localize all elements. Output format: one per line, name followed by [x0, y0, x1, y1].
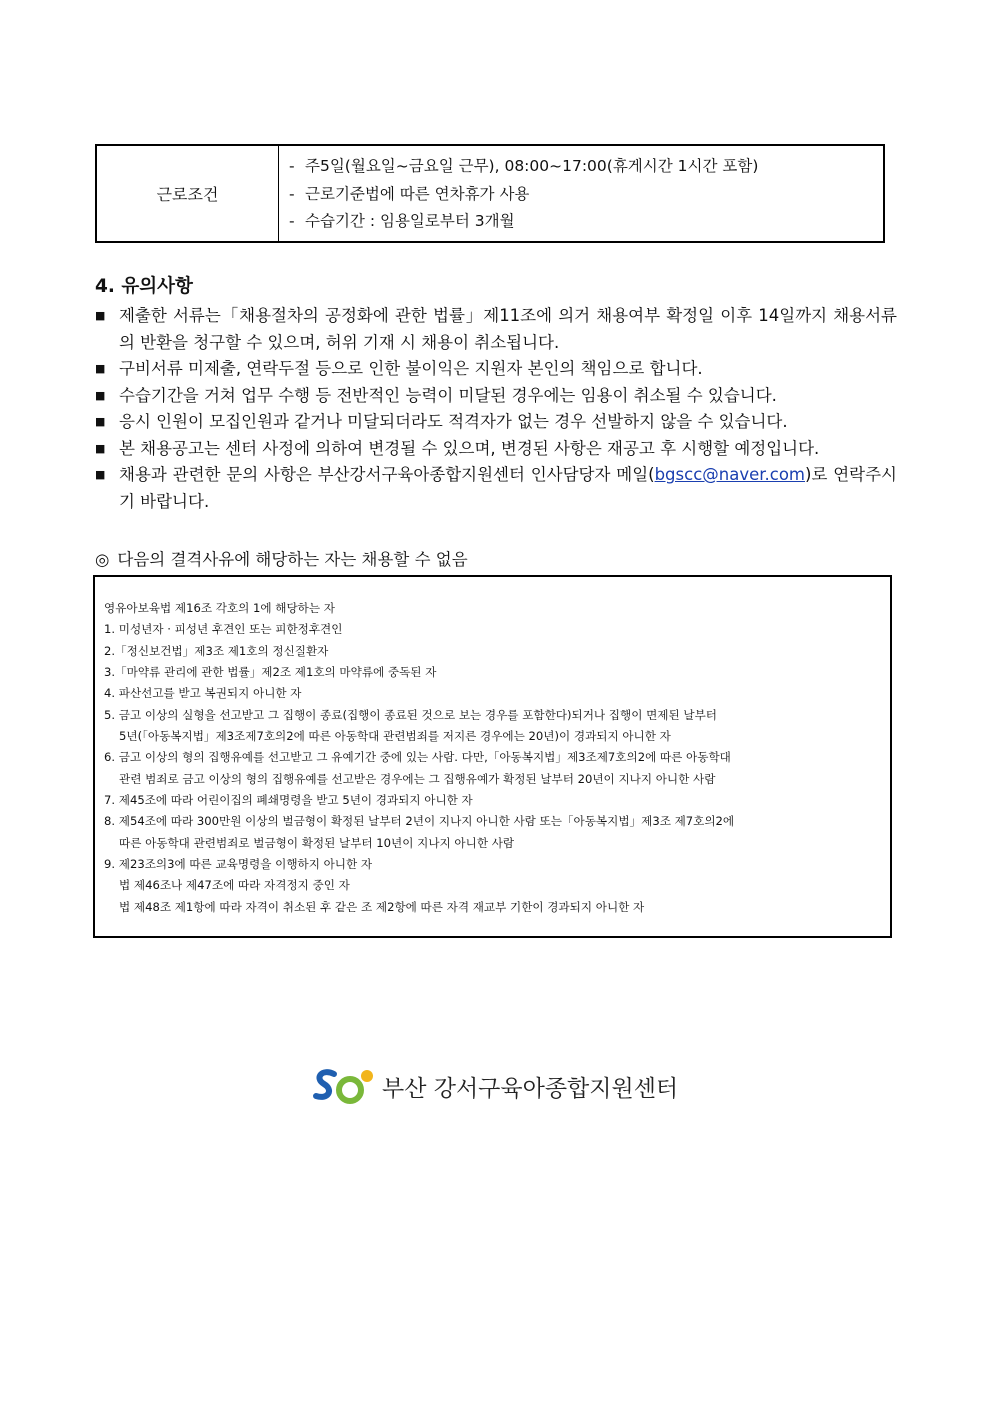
- disqualification-line: 9. 제23조의3에 따른 교육명령을 이행하지 아니한 자: [104, 857, 373, 872]
- work-conditions-list: [279, 146, 883, 241]
- disqualification-line: 4. 파산선고를 받고 복권되지 아니한 자: [104, 686, 302, 701]
- center-logo-icon: [312, 1066, 376, 1106]
- disqualification-line: 3.「마약류 관리에 관한 법률」제2조 제1호의 마약류에 중독된 자: [104, 665, 437, 680]
- disqualification-line: 6. 금고 이상의 형의 집행유예를 선고받고 그 유예기간 중에 있는 사람. 다만,「아동복지법」제3조제7호의2에 따른 아동학대: [104, 750, 731, 765]
- disqualification-box: [93, 575, 892, 938]
- disqualification-line: 8. 제54조에 따라 300만원 이상의 벌금형이 확정된 날부터 2년이 지나지 아니한 사람 또는「아동복지법」제3조 제7호의2에: [104, 814, 735, 829]
- disqualification-line: 법 제46조나 제47조에 따라 자격정지 중인 자: [119, 878, 350, 893]
- note-item: ■ 본 채용공고는 센터 사정에 의하여 변경될 수 있으며, 변경된 사항은 재공고 후 시행할 예정입니다.: [95, 436, 897, 463]
- notes-list: [95, 303, 897, 515]
- note-item-contact: ■ 채용과 관련한 문의 사항은 부산강서구육아종합지원센터 인사담당자 메일(bgscc@naver.com)로 연락주시기 바랍니다.: [95, 462, 897, 515]
- bullet-icon: ■: [95, 415, 106, 428]
- bullet-icon: ■: [95, 388, 106, 402]
- footer: [312, 1066, 678, 1106]
- note-item: ■ 구비서류 미제출, 연락두절 등으로 인한 불이익은 지원자 본인의 책임으로 합니다.: [95, 356, 897, 383]
- work-conditions-label: 근로조건: [97, 146, 279, 241]
- disqualification-line: 관련 범죄로 금고 이상의 형의 집행유예를 선고받은 경우에는 그 집행유예가 확정된 날부터 20년이 지나지 아니한 사람: [119, 771, 716, 786]
- work-condition-line: - 수습기간 : 임용일로부터 3개월: [289, 212, 515, 230]
- work-condition-line: - 주5일(월요일~금요일 근무), 08:00~17:00(휴게시간 1시간 포함): [289, 157, 759, 175]
- bullet-icon: ■: [95, 362, 106, 375]
- disqualification-line: 5년(「아동복지법」제3조제7호의2에 따른 아동학대 관련범죄를 저지른 경우에는 20년)이 경과되지 아니한 자: [119, 729, 671, 744]
- disqualification-line: 영유아보육법 제16조 각호의 1에 해당하는 자: [104, 601, 335, 615]
- disqualification-line: 1. 미성년자 · 피성년 후견인 또는 피한정후견인: [104, 622, 343, 637]
- note-item: ■ 수습기간을 거쳐 업무 수행 등 전반적인 능력이 미달된 경우에는 임용이 취소될 수 있습니다.: [95, 383, 897, 410]
- double-circle-icon: ◎: [95, 550, 110, 569]
- center-name: 부산 강서구육아종합지원센터: [382, 1075, 679, 1102]
- work-condition-line: - 근로기준법에 따른 연차휴가 사용: [289, 184, 530, 203]
- note-item: ■ 제출한 서류는「채용절차의 공정화에 관한 법률」제11조에 의거 채용여부 확정일 이후 14일까지 채용서류의 반환을 청구할 수 있으며, 허위 기재 시 채용이 취소됩니다.: [95, 303, 897, 356]
- note-item: ■ 응시 인원이 모집인원과 같거나 미달되더라도 적격자가 없는 경우 선발하지 않을 수 있습니다.: [95, 409, 897, 436]
- disqualification-line: 7. 제45조에 따라 어린이집의 폐쇄명령을 받고 5년이 경과되지 아니한 자: [104, 793, 473, 808]
- notes-heading: 4. 유의사항: [95, 276, 193, 297]
- disqualification-heading: ◎ 다음의 결격사유에 해당하는 자는 채용할 수 없음: [95, 550, 468, 569]
- work-conditions-table: [95, 144, 885, 243]
- bullet-icon: ■: [95, 468, 106, 481]
- disqualification-line: 따른 아동학대 관련범죄로 벌금형이 확정된 날부터 10년이 지나지 아니한 사람: [119, 835, 515, 850]
- disqualification-line: 2.「정신보건법」제3조 제1호의 정신질환자: [104, 643, 329, 658]
- disqualification-line: 5. 금고 이상의 실형을 선고받고 그 집행이 종료(집행이 종료된 것으로 보는 경우를 포함한다)되거나 집행이 면제된 날부터: [104, 707, 717, 722]
- contact-email-link[interactable]: bgscc@naver.com: [654, 465, 806, 484]
- bullet-icon: ■: [95, 309, 106, 322]
- disqualification-line: 법 제48조 제1항에 따라 자격이 취소된 후 같은 조 제2항에 따른 자격 재교부 기한이 경과되지 아니한 자: [119, 899, 645, 914]
- bullet-icon: ■: [95, 441, 106, 455]
